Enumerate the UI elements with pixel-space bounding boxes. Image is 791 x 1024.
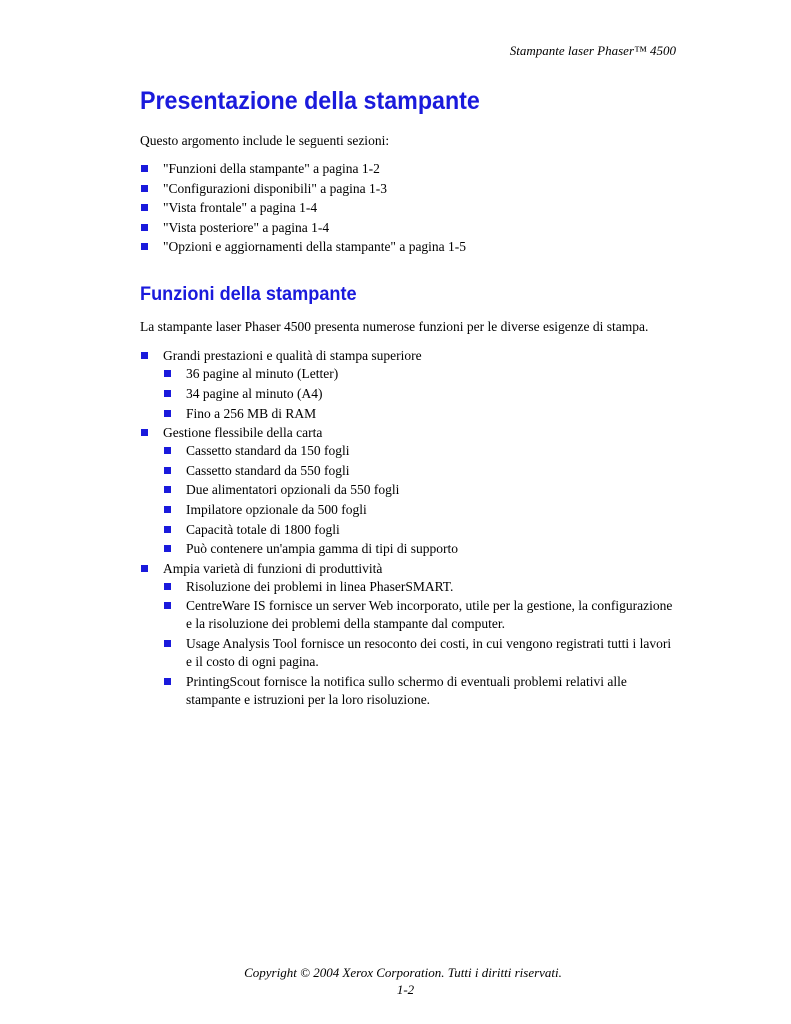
feature-item: [163, 365, 680, 383]
toc-item-text: "Vista posteriore" a pagina 1-4: [163, 219, 330, 235]
feature-item-text: Due alimentatori opzionali da 550 fogli: [186, 482, 400, 498]
square-bullet-icon: [141, 243, 148, 250]
square-bullet-icon: [164, 526, 171, 533]
toc-item[interactable]: [140, 180, 680, 198]
feature-item: [163, 597, 680, 633]
square-bullet-icon: [141, 429, 148, 436]
toc-list: [140, 160, 680, 256]
feature-group: [140, 347, 680, 422]
feature-item-text: 34 pagine al minuto (A4): [186, 385, 323, 401]
feature-item: [163, 405, 680, 423]
feature-item: [163, 521, 680, 539]
section-title: Funzioni della stampante: [140, 283, 357, 306]
feature-item-text: Cassetto standard da 550 fogli: [186, 462, 350, 478]
feature-group-label: Gestione flessibile della carta: [163, 425, 323, 441]
features-list: [140, 347, 680, 708]
toc-item-text: "Configurazioni disponibili" a pagina 1-3: [163, 180, 387, 196]
feature-item: [163, 462, 680, 480]
feature-item-text: Può contenere un'ampia gamma di tipi di supporto: [186, 541, 459, 557]
square-bullet-icon: [164, 583, 171, 590]
square-bullet-icon: [164, 545, 171, 552]
feature-item: [163, 481, 680, 499]
feature-item: [163, 635, 680, 671]
square-bullet-icon: [164, 447, 171, 454]
square-bullet-icon: [141, 165, 148, 172]
square-bullet-icon: [141, 224, 148, 231]
square-bullet-icon: [164, 506, 171, 513]
toc-item[interactable]: [140, 238, 680, 256]
feature-item-text: Capacità totale di 1800 fogli: [186, 521, 340, 537]
feature-item-text: Risoluzione dei problemi in linea PhaserSMART.: [186, 578, 454, 594]
square-bullet-icon: [164, 467, 171, 474]
page-footer: [0, 964, 791, 998]
feature-group: [140, 560, 680, 709]
page-content: [140, 84, 680, 710]
toc-item-text: "Funzioni della stampante" a pagina 1-2: [163, 161, 380, 176]
feature-item-text: Cassetto standard da 150 fogli: [186, 443, 350, 459]
feature-item-text: Usage Analysis Tool fornisce un resoconto dei costi, in cui vengono registrati tutti i lavori e il costo di ogni pagina.: [186, 635, 672, 669]
feature-item: [163, 673, 680, 709]
feature-item-text: CentreWare IS fornisce un server Web incorporato, utile per la gestione, la configurazione e la risoluzione dei problemi della stampante dal computer.: [186, 598, 673, 632]
square-bullet-icon: [141, 204, 148, 211]
feature-item-text: 36 pagine al minuto (Letter): [186, 366, 339, 382]
square-bullet-icon: [164, 486, 171, 493]
square-bullet-icon: [164, 390, 171, 397]
running-header: Stampante laser Phaser™ 4500: [509, 43, 676, 58]
feature-group: [140, 424, 680, 558]
feature-item: [163, 442, 680, 460]
page-number: 1-2: [396, 982, 415, 997]
square-bullet-icon: [164, 640, 171, 647]
feature-sublist: [163, 365, 680, 422]
square-bullet-icon: [164, 678, 171, 685]
feature-group-label: Ampia varietà di funzioni di produttività: [163, 560, 383, 576]
square-bullet-icon: [164, 410, 171, 417]
toc-item[interactable]: [140, 199, 680, 217]
toc-item[interactable]: [140, 160, 680, 178]
section-intro: La stampante laser Phaser 4500 presenta numerose funzioni per le diverse esigenze di stampa.: [140, 319, 649, 335]
toc-item-text: "Opzioni e aggiornamenti della stampante" a pagina 1-5: [163, 239, 467, 255]
square-bullet-icon: [141, 565, 148, 572]
feature-item: [163, 385, 680, 403]
feature-group-label: Grandi prestazioni e qualità di stampa superiore: [163, 348, 422, 364]
square-bullet-icon: [164, 602, 171, 609]
feature-item: [163, 540, 680, 558]
feature-sublist: [163, 442, 680, 558]
feature-item: [163, 578, 680, 596]
toc-item[interactable]: [140, 219, 680, 237]
toc-item-text: "Vista frontale" a pagina 1-4: [163, 200, 318, 216]
copyright-text: Copyright © 2004 Xerox Corporation. Tutti i diritti riservati.: [244, 965, 562, 980]
feature-item-text: Fino a 256 MB di RAM: [186, 405, 317, 421]
square-bullet-icon: [164, 370, 171, 377]
feature-item-text: Impilatore opzionale da 500 fogli: [186, 501, 367, 517]
square-bullet-icon: [141, 352, 148, 359]
square-bullet-icon: [141, 185, 148, 192]
feature-sublist: [163, 578, 680, 709]
feature-item: [163, 501, 680, 519]
page-title: Presentazione della stampante: [140, 87, 480, 115]
intro-text: Questo argomento include le seguenti sezioni:: [140, 133, 390, 148]
feature-item-text: PrintingScout fornisce la notifica sullo schermo di eventuali problemi relativi alle stampante e istruzioni per la loro risoluzione.: [186, 673, 627, 707]
